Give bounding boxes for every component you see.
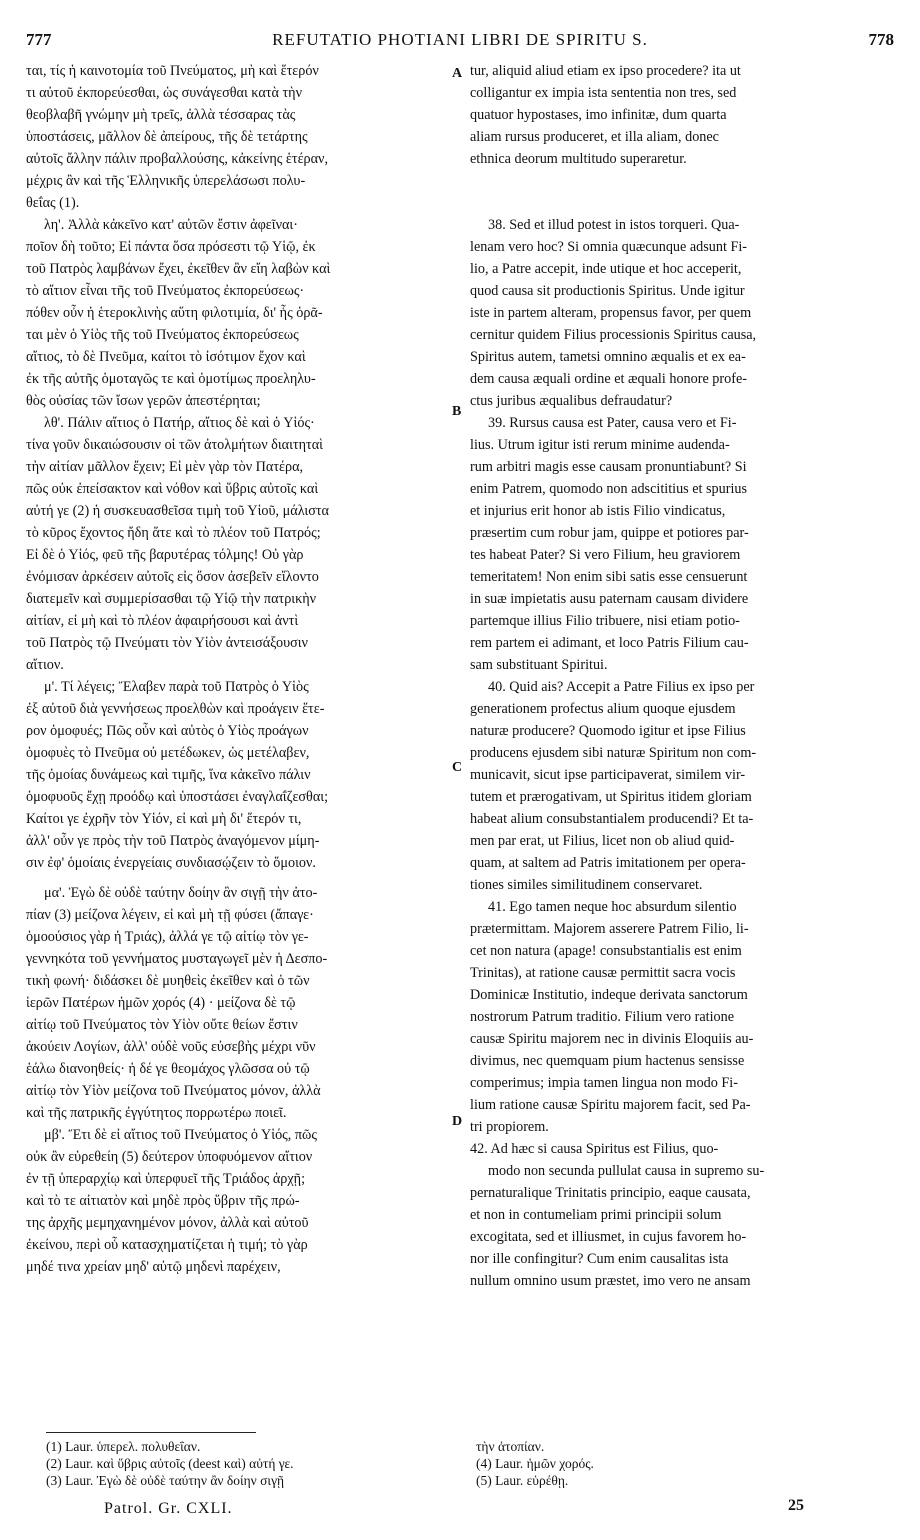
text-line: αἰτίῳ τοῦ Πνεύματος τὸν Υἱὸν οὔτε θείων ἔστιν: [26, 1017, 298, 1033]
text-line: quatuor hypostases, imo infinitæ, dum quarta: [470, 107, 727, 123]
text-line: iste in partem alteram, propensus favor, per quem: [470, 305, 752, 321]
footnote: (3) Laur. Ἐγὼ δὲ οὐδὲ ταύτην ἂν δοίην σιγῇ: [46, 1473, 285, 1488]
text-line: τοῦ Πατρὸς λαμβάνων ἔχει, ἐκεῖθεν ἂν εἴη λαβὼν καὶ: [26, 261, 331, 277]
text-line: excogitata, sed et illiusmet, in cujus favorem ho-: [470, 1229, 747, 1245]
footnote: τὴν ἀτοπίαν.: [476, 1439, 545, 1454]
text-line: ἐνόμισαν ἀρκέσειν αὐτοῖς εἰς ὅσον ἀσεβεῖν εἵλοντο: [26, 569, 319, 585]
text-line: dem causa æquali ordine et æquali honore profe-: [470, 371, 747, 387]
text-line: lenam vero hoc? Si omnia quæcunque adsunt Fi-: [470, 239, 747, 255]
text-line: ἀλλ' οὖν γε πρὸς τὴν τοῦ Πατρὸς ἀναγόμενον μίμη-: [26, 833, 320, 849]
text-line: τικὴ φωνή· διδάσκει δὲ μυηθεὶς ἐκεῖθεν καὶ ὁ τῶν: [26, 973, 310, 989]
text-line: præsertim cum robur jam, quippe et potiores par-: [470, 525, 749, 541]
text-line: et injurius erit honor ab istis Filio vindicatus,: [470, 503, 726, 519]
text-line: tiones similes similitudinem conservaret.: [470, 877, 703, 893]
text-line: τὸ αἴτιον εἶναι τῆς τοῦ Πνεύματος ἐκπορεύσεως·: [26, 283, 305, 299]
text-line: ρον ὁμοφυές; Πῶς οὖν καὶ αὐτὸς ὁ Υἱὸς προάγων: [26, 723, 309, 739]
text-line: λθ'. Πάλιν αἴτιος ὁ Πατήρ, αἴτιος δὲ καὶ ὁ Υἱός·: [44, 415, 315, 431]
text-line: comperimus; impia tamen lingua non modo Fi-: [470, 1075, 738, 1091]
text-line: τοῦ Πατρὸς τῷ Πνεύματι τὸν Υἱὸν ἀντεισάξουσιν: [26, 635, 308, 651]
text-line: πόθεν οὖν ἡ ἑτεροκλινὴς αὕτη φιλοτιμία, δι' ἧς ὁρᾶ-: [26, 305, 323, 321]
text-line: causæ Spiritu majorem nec in divinis Eloquiis au-: [470, 1031, 754, 1047]
right-page-number: 778: [868, 30, 894, 49]
margin-marker-c: C: [452, 760, 463, 775]
text-line: αἰτίῳ τὸν Υἱὸν μείζονα τοῦ Πνεύματος μόνον, ἀλλὰ: [26, 1083, 321, 1099]
text-line: αὐτοῖς ἄλλην πάλιν προβαλλούσης, κἀκείνης ἑτέραν,: [26, 151, 329, 167]
text-line: rum arbitri magis esse causam pronuntiabunt? Si: [470, 459, 747, 475]
text-line: αἰτίαν, εἰ μὴ καὶ τὸ πλέον ἀφαιρήσουσι καὶ ἀντὶ: [26, 613, 299, 629]
text-line: λη'. Ἀλλὰ κἀκεῖνο κατ' αὐτῶν ἔστιν ἀφεῖναι·: [44, 217, 298, 233]
text-line: generationem profectus alium quoque ejusdem: [470, 701, 736, 717]
margin-marker-d: D: [452, 1114, 463, 1129]
text-line: 40. Quid ais? Accepit a Patre Filius ex ipso per: [488, 679, 755, 695]
text-line: cet non natura (apage! consubstantialis est enim: [470, 943, 742, 959]
text-line: 41. Ego tamen neque hoc absurdum silentio: [488, 899, 737, 915]
text-line: ἐξ αὐτοῦ διὰ γεννήσεως προελθὼν καὶ προάγειν ἕτε-: [26, 701, 325, 717]
text-line: Dominicæ Institutio, indeque derivata sanctorum: [470, 987, 748, 1003]
text-line: θὸς οὐσίας τῶν ἴσων γερῶν ἀπεστέρηται;: [26, 393, 261, 409]
text-line: καὶ τῆς πατρικῆς ἐγγύτητος πορρωτέρω ποιεῖ.: [26, 1105, 287, 1121]
text-line: τι αὐτοῦ ἐκπορεύεσθαι, ὡς συνάγεσθαι κατὰ τὴν: [26, 85, 302, 101]
text-line: men par erat, ut Filius, licet non ob aliud quid-: [470, 833, 735, 849]
text-line: 39. Rursus causa est Pater, causa vero et Fi-: [488, 415, 737, 431]
text-line: [470, 192, 894, 214]
text-line: Εἰ δὲ ὁ Υἱός, φεῦ τῆς βαρυτέρας τόλμης! Οὐ γὰρ: [26, 547, 304, 563]
text-line: enim Patrem, quomodo non adscititius et spurius: [470, 481, 748, 497]
text-line: ἐν τῇ ὑπεραρχίῳ καὶ ὑπερφυεῖ τῆς Τριάδος ἀρχῇ;: [26, 1171, 306, 1187]
text-line: cernitur quidem Filius processionis Spiritus causa,: [470, 327, 757, 343]
text-line: τῆς ὁμοίας δυνάμεως καὶ τιμῆς, ἵνα κἀκεῖνο πάλιν: [26, 767, 311, 783]
margin-marker-b: B: [452, 404, 462, 419]
text-line: τίνα γοῦν δικαιώσουσιν οἱ τῶν ἀτολμήτων διαιτηταὶ: [26, 437, 323, 453]
text-line: prætermittam. Majorem asserere Patrem Filio, li-: [470, 921, 749, 937]
text-line: μέχρις ἂν καὶ τῆς Ἑλληνικῆς ὑπερελάσωσι πολυ-: [26, 173, 306, 189]
text-line: αἴτιον.: [26, 657, 64, 673]
text-line: ὁμοούσιος γὰρ ἡ Τριάς), ἀλλά γε τῷ αἰτίῳ τὸν γε-: [26, 929, 309, 945]
text-line: ὑποστάσεις, μᾶλλον δὲ ἀπείρους, τῆς δὲ τετάρτης: [26, 129, 308, 145]
text-line: nullum omnino usum præstet, imo vero ne ansam: [470, 1273, 751, 1289]
text-line: tes habeat Pater? Si vero Filium, heu graviorem: [470, 547, 741, 563]
text-line: lio, a Patre accepit, inde utique et hoc acceperit,: [470, 261, 742, 277]
text-line: μηδέ τινα χρείαν μηδ' αὐτῷ μηδενὶ παρέχειν,: [26, 1259, 281, 1275]
text-line: modo non secunda pullulat causa in supremo su-: [488, 1163, 765, 1179]
text-line: ἐκ τῆς αὐτῆς ὁμοταγῶς τε καὶ ὁμοτίμως προεληλυ-: [26, 371, 316, 387]
text-line: partemque illius Filio tribuere, nisi etiam potio-: [470, 613, 740, 629]
text-line: θεΐας (1).: [26, 195, 80, 211]
text-line: ὁμοφυοῦς ἔχῃ προόδῳ καὶ ὑποστάσει ἐναγλαΐζεσθαι;: [26, 789, 329, 805]
text-line: της ἀρχῆς μεμηχανημένον μόνον, ἀλλὰ καὶ αὐτοῦ: [26, 1215, 309, 1231]
text-line: quam, at saltem ad Patris imitationem per opera-: [470, 855, 746, 871]
latin-column: [470, 60, 894, 1292]
text-line: ἀκούειν Λογίων, ἀλλ' οὐδὲ νοῦς εὐσεβὴς μέχρι νῦν: [26, 1039, 316, 1055]
footnote: (1) Laur. ὑπερελ. πολυθεΐαν.: [46, 1439, 201, 1454]
text-line: ἐκείνου, περὶ οὗ κατασχηματίζεται ἡ τιμή; τὸ γὰρ: [26, 1237, 308, 1253]
text-line: ἑάλω διανοηθείς· ἡ δέ γε θεομάχος γλῶσσα οὐ τῷ: [26, 1061, 310, 1077]
text-line: Trinitas), at ratione causæ permittit sacra vocis: [470, 965, 736, 981]
text-line: naturæ producere? Quomodo igitur et ipse Filius: [470, 723, 746, 739]
text-line: διατεμεῖν καὶ συμμερίσασθαι τῷ Υἱῷ τὴν πατρικὴν: [26, 591, 317, 607]
footer-signature: 25: [788, 1497, 804, 1514]
text-line: Καίτοι γε ἐχρῆν τὸν Υἱόν, εἰ καὶ μὴ δι' ἕτερόν τι,: [26, 811, 302, 827]
footnote: (2) Laur. καὶ ὕβρις αὐτοῖς (deest καὶ) αὐτή γε.: [46, 1456, 294, 1471]
footnote: (5) Laur. εὑρέθῃ.: [476, 1473, 569, 1488]
text-line: temeritatem! Non enim sibi satis esse censuerunt: [470, 569, 748, 585]
running-header: [26, 30, 894, 54]
text-line: habeat alium consubstantialem producendi? Et ta-: [470, 811, 754, 827]
text-line: αἴτιος, τὸ δὲ Πνεῦμα, καίτοι τὸ ἰσότιμον ἔχον καὶ: [26, 349, 306, 365]
text-line: Spiritus autem, tametsi omnino æqualis et ex ea-: [470, 349, 746, 365]
text-line: γεννηκότα τοῦ γεννήματος μυσταγωγεῖ μὲν ἡ Δεσπο-: [26, 951, 328, 967]
text-line: nostrorum Patrum traditio. Filium vero ratione: [470, 1009, 735, 1025]
text-line: θεοβλαβῆ γνώμην μὴ τρεῖς, ἀλλὰ τέσσαρας τὰς: [26, 107, 296, 123]
text-line: producens ejusdem sibi naturæ Spiritum non com-: [470, 745, 757, 761]
text-line: πίαν (3) μείζονα λέγειν, εἰ καὶ μὴ τῇ φύσει (ἄπαγε·: [26, 907, 314, 923]
text-line: μα'. Ἐγὼ δὲ οὐδὲ ταύτην δοίην ἂν σιγῇ τὴν ἀτο-: [44, 885, 318, 901]
text-line: lius. Utrum igitur isti rerum minime audenda-: [470, 437, 730, 453]
running-title: REFUTATIO PHOTIANI LIBRI DE SPIRITU S.: [272, 30, 648, 49]
text-line: τὴν αἰτίαν μᾶλλον ἔχειν; Εἰ μὲν γὰρ τὸν Πατέρα,: [26, 459, 304, 475]
text-line: tur, aliquid aliud etiam ex ipso procedere? ita ut: [470, 63, 741, 79]
text-line: lium ratione causæ Spiritu majorem facit, sed Pa-: [470, 1097, 751, 1113]
text-line: in suæ impietatis ausu paternam causam dividere: [470, 591, 749, 607]
left-page-number: 777: [26, 30, 52, 49]
text-line: ται μὲν ὁ Υἱὸς τῆς τοῦ Πνεύματος ἐκπορεύσεως: [26, 327, 299, 343]
text-line: καὶ τὸ τε αἰτιατὸν καὶ μηδὲ πρὸς ὕβριν τῆς πρώ-: [26, 1193, 300, 1209]
text-line: ctus juribus æqualibus defraudatur?: [470, 393, 673, 409]
margin-marker-a: A: [452, 66, 463, 81]
text-line: 38. Sed et illud potest in istos torqueri. Qua-: [488, 217, 740, 233]
text-line: τὸ κῦρος ἔχοντος ἤδη ἅτε καὶ τὸ πλέον τοῦ Πατρός;: [26, 525, 321, 541]
footnote-rule: [46, 1432, 256, 1433]
text-line: tutem et prærogativam, ut Spiritus itidem gloriam: [470, 789, 752, 805]
text-line: et non in contumeliam primi principii solum: [470, 1207, 722, 1223]
footnotes-right: [476, 1438, 876, 1489]
greek-column: [26, 60, 446, 1278]
text-line: divimus, nec quemquam pium hactenus sensisse: [470, 1053, 745, 1069]
text-line: rem partem ei adimant, et loco Patris Filium cau-: [470, 635, 749, 651]
text-line: ethnica deorum multitudo superaretur.: [470, 151, 687, 167]
text-line: ται, τίς ἡ καινοτομία τοῦ Πνεύματος, μὴ καὶ ἕτερόν: [26, 63, 319, 79]
text-line: tri propiorem.: [470, 1119, 549, 1135]
text-line: municavit, sicut ipse participaverat, similem vir-: [470, 767, 746, 783]
text-line: πῶς οὐκ ἐπείσακτον καὶ νόθον καὶ ὕβρις αὐτοῖς καὶ: [26, 481, 319, 497]
text-line: aliam rursus produceret, et illa aliam, donec: [470, 129, 719, 145]
text-line: ἱερῶν Πατέρων ἡμῶν χορός (4) · μείζονα δὲ τῷ: [26, 995, 296, 1011]
footnote: (4) Laur. ἡμῶν χορός.: [476, 1456, 594, 1471]
text-line: colligantur ex impia ista sententia non tres, sed: [470, 85, 737, 101]
text-line: σιν ἐφ' ὁμοίαις ἐνεργείαις συνδιασῴζειν τὸ ὅμοιον.: [26, 855, 316, 871]
text-line: αὐτή γε (2) ἡ συσκευασθεῖσα τιμὴ τοῦ Υἱοῦ, μάλιστα: [26, 503, 329, 519]
footer-volume: Patrol. Gr. CXLI.: [104, 1500, 233, 1517]
text-line: sam substituant Spiritui.: [470, 657, 608, 673]
text-line: μ'. Τί λέγεις; Ἔλαβεν παρὰ τοῦ Πατρὸς ὁ Υἱὸς: [44, 679, 309, 695]
text-line: οὐκ ἂν εὑρεθείη (5) δεύτερον ὑποφυόμενον αἴτιον: [26, 1149, 313, 1165]
text-line: μβ'. Ἔτι δὲ εἰ αἴτιος τοῦ Πνεύματος ὁ Υἱός, πῶς: [44, 1127, 318, 1143]
text-line: 42. Ad hæc si causa Spiritus est Filius, quo-: [470, 1141, 719, 1157]
text-line: nor ille confingitur? Cum enim causalitas ista: [470, 1251, 729, 1267]
text-line: pernaturalique Trinitatis principio, eaque causata,: [470, 1185, 751, 1201]
text-line: [470, 170, 894, 192]
text-line: ποῖον δὴ τοῦτο; Εἰ πάντα ὅσα πρόσεστι τῷ Υἱῷ, ἐκ: [26, 239, 316, 255]
footnotes-left: [46, 1438, 446, 1489]
text-line: quod causa sit productionis Spiritus. Unde igitur: [470, 283, 745, 299]
text-line: ὁμοφυὲς τὸ Πνεῦμα οὐ μετέδωκεν, ὡς μετέλαβεν,: [26, 745, 310, 761]
